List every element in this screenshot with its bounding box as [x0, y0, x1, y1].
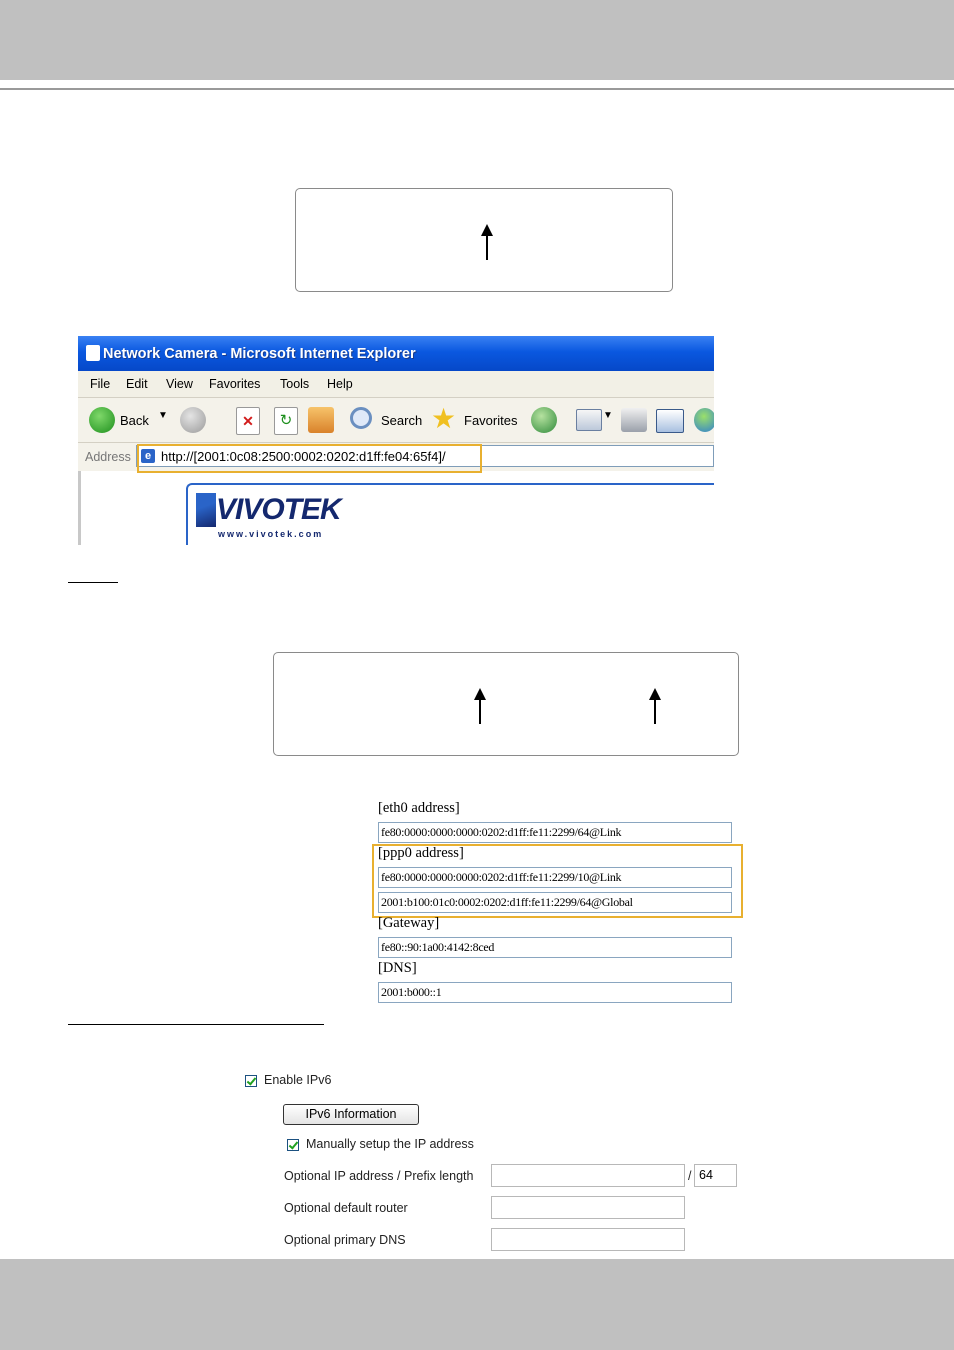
eth0-address-label: [eth0 address]	[378, 800, 460, 816]
menu-bar	[78, 371, 714, 398]
history-icon[interactable]	[531, 407, 557, 433]
note-underline	[68, 582, 118, 583]
ipv6-information-button[interactable]: IPv6 Information	[283, 1104, 419, 1125]
vivotek-logo-url: www.vivotek.com	[218, 529, 324, 539]
favorites-star-icon[interactable]: ★	[431, 403, 457, 434]
manual-setup-checkbox[interactable]	[287, 1139, 299, 1151]
forward-arrow-icon[interactable]	[180, 407, 206, 433]
back-dropdown-icon[interactable]: ▼	[158, 410, 168, 421]
ppp0-link-address-value: fe80:0000:0000:0000:0202:d1ff:fe11:2299/10@Link	[378, 867, 732, 888]
address-highlight-box	[137, 444, 482, 473]
menu-favorites[interactable]: Favorites	[209, 377, 261, 391]
ppp0-global-address-value: 2001:b100:01c0:0002:0202:d1ff:fe11:2299/64@Global	[378, 892, 732, 913]
ie-page-icon: e	[141, 449, 155, 463]
ie-page-icon	[86, 345, 100, 361]
vivotek-logo-icon	[196, 493, 216, 527]
up-arrow-icon	[654, 698, 656, 724]
messenger-icon[interactable]	[694, 408, 714, 432]
prefix-length-input[interactable]: 64	[694, 1164, 737, 1187]
vivotek-logo: VIVOTEK	[216, 493, 341, 526]
menu-view[interactable]: View	[166, 377, 193, 391]
back-button-label[interactable]: Back	[120, 413, 149, 428]
favorites-button-label[interactable]: Favorites	[464, 413, 518, 428]
eth0-address-value: fe80:0000:0000:0000:0202:d1ff:fe11:2299/64@Link	[378, 822, 732, 843]
page-footer-band	[0, 1259, 954, 1350]
header-divider	[0, 88, 954, 90]
search-button-label[interactable]: Search	[381, 413, 423, 428]
optional-ip-label: Optional IP address / Prefix length	[284, 1169, 474, 1183]
menu-file[interactable]: File	[90, 377, 111, 391]
address-label: Address	[85, 450, 131, 464]
home-icon[interactable]	[308, 407, 334, 433]
prefix-separator: /	[688, 1169, 692, 1183]
address-url: http://[2001:0c08:2500:0002:0202:d1ff:fe04:65f4]/	[161, 449, 446, 464]
gateway-label: [Gateway]	[378, 915, 440, 931]
mail-dropdown-icon[interactable]: ▼	[603, 410, 613, 421]
browser-content	[78, 471, 714, 545]
stop-icon[interactable]: ✕	[236, 407, 260, 435]
search-icon[interactable]	[350, 407, 372, 429]
back-arrow-icon[interactable]	[89, 407, 115, 433]
enable-ipv6-checkbox[interactable]	[245, 1075, 257, 1087]
ie-browser-window	[78, 336, 714, 545]
gateway-value: fe80::90:1a00:4142:8ced	[378, 937, 732, 958]
up-arrow-icon	[486, 234, 488, 260]
manual-setup-label: Manually setup the IP address	[306, 1137, 474, 1151]
menu-help[interactable]: Help	[327, 377, 353, 391]
url-format-callout	[295, 188, 673, 292]
refresh-icon[interactable]: ↻	[274, 407, 298, 435]
menu-edit[interactable]: Edit	[126, 377, 148, 391]
mail-icon[interactable]	[576, 409, 602, 431]
primary-dns-input[interactable]	[491, 1228, 685, 1251]
menu-tools[interactable]: Tools	[280, 377, 310, 391]
optional-ip-input[interactable]	[491, 1164, 685, 1187]
default-router-label: Optional default router	[284, 1201, 408, 1215]
section-underline	[68, 1024, 324, 1025]
ppp0-address-label: [ppp0 address]	[378, 845, 464, 861]
dns-value: 2001:b000::1	[378, 982, 732, 1003]
toolbar	[78, 398, 714, 443]
ppp0-highlight-box	[372, 844, 743, 918]
default-router-input[interactable]	[491, 1196, 685, 1219]
window-title: Network Camera - Microsoft Internet Explorer	[103, 346, 416, 362]
page-header-band	[0, 0, 954, 80]
enable-ipv6-label: Enable IPv6	[264, 1073, 332, 1087]
content-scroll-edge	[78, 471, 81, 545]
edit-icon[interactable]	[656, 409, 684, 433]
primary-dns-label: Optional primary DNS	[284, 1233, 406, 1247]
ipv6-format-callout	[273, 652, 739, 756]
print-icon[interactable]	[621, 408, 647, 432]
dns-label: [DNS]	[378, 960, 417, 976]
window-title-bar	[78, 336, 714, 371]
up-arrow-icon	[479, 698, 481, 724]
page-frame	[186, 483, 714, 545]
